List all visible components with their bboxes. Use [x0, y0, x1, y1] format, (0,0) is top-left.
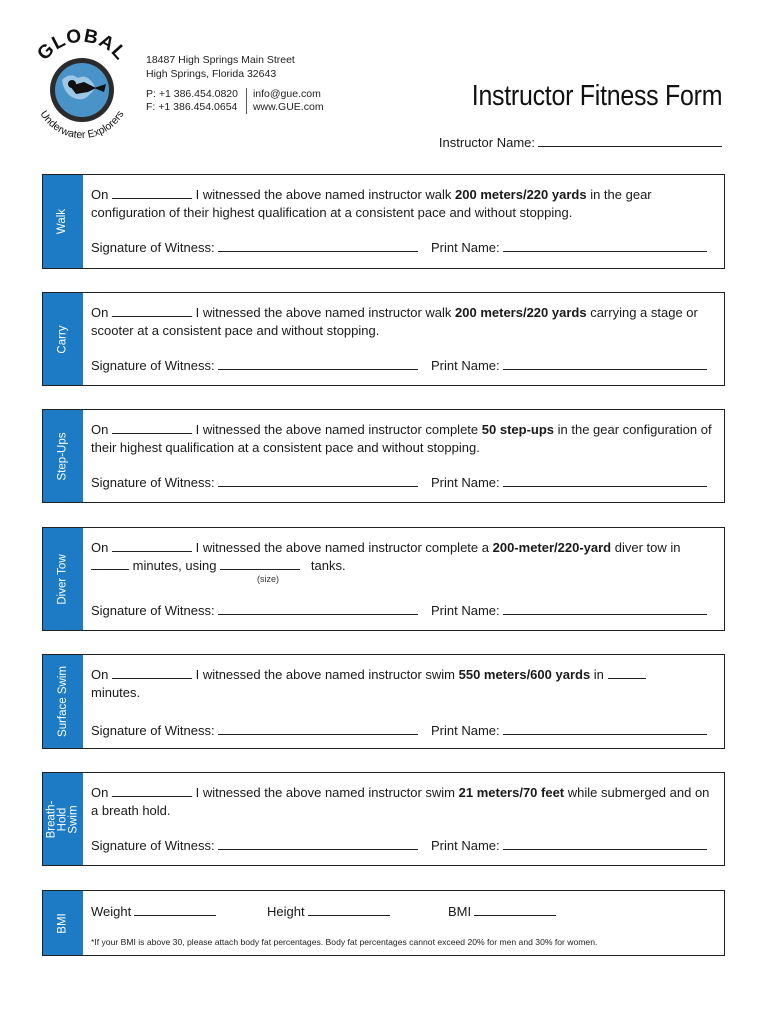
- tab-label-bmi: BMI: [56, 912, 69, 934]
- section-tab: [43, 773, 83, 865]
- address-block: [146, 53, 295, 81]
- section-tab: [43, 655, 83, 748]
- tank-size-blank[interactable]: [220, 557, 300, 570]
- section-diver-tow: [42, 527, 725, 631]
- print-name-blank[interactable]: [503, 474, 707, 487]
- weight-field[interactable]: Weight: [91, 903, 216, 919]
- signature-row: Signature of Witness: Print Name:: [91, 837, 714, 853]
- print-name-blank[interactable]: [503, 239, 707, 252]
- page-title: Instructor Fitness Form: [471, 80, 722, 112]
- section-text: On I witnessed the above named instructor complete a 200-meter/220-yard diver tow in minutes, using tanks.: [91, 540, 681, 573]
- print-name-blank[interactable]: [503, 602, 707, 615]
- print-name-blank[interactable]: [503, 837, 707, 850]
- gue-logo: [26, 28, 138, 144]
- section-tab: [43, 293, 83, 385]
- email: info@gue.com: [252, 88, 321, 100]
- height-blank[interactable]: [308, 903, 390, 916]
- instructor-name-label: Instructor Name:: [438, 135, 535, 150]
- bmi-note: *If your BMI is above 30, please attach body fat percentages. Body fat percentages cannot exceed 20% for men and 30% for women.: [91, 937, 598, 947]
- website: www.GUE.com: [252, 101, 324, 113]
- bmi-field[interactable]: BMI: [448, 903, 556, 919]
- section-surface-swim: [42, 654, 725, 749]
- address-line-2: High Springs, Florida 32643: [146, 68, 277, 80]
- minutes-blank[interactable]: [608, 666, 646, 679]
- weight-blank[interactable]: [134, 903, 216, 916]
- instructor-name-field[interactable]: [439, 135, 722, 150]
- instructor-name-line[interactable]: [538, 135, 722, 147]
- signature-blank[interactable]: [218, 722, 418, 735]
- address-line-1: 18487 High Springs Main Street: [146, 54, 295, 66]
- minutes-blank[interactable]: [91, 557, 129, 570]
- date-blank[interactable]: [112, 539, 192, 552]
- contact-block: [146, 88, 324, 114]
- section-carry: [42, 292, 725, 386]
- section-text: On I witnessed the above named instructor complete 50 step-ups in the gear configuration of their highest qualification at a consistent pace and without stopping.: [91, 422, 712, 455]
- tab-label-step-ups: Step-Ups: [56, 432, 69, 480]
- section-text: On I witnessed the above named instructor swim 21 meters/70 feet while submerged and on a breath hold.: [91, 785, 710, 818]
- size-note: (size): [257, 574, 279, 584]
- print-name-blank[interactable]: [503, 357, 707, 370]
- print-name-blank[interactable]: [503, 722, 707, 735]
- logo-bottom-text: Underwater Explorers: [37, 108, 127, 142]
- section-breath-hold-swim: [42, 772, 725, 866]
- section-bmi: [42, 890, 725, 956]
- phone: P: +1 386.454.0820: [146, 88, 238, 100]
- signature-blank[interactable]: [218, 239, 418, 252]
- signature-row: Signature of Witness: Print Name:: [91, 239, 714, 255]
- signature-blank[interactable]: [218, 602, 418, 615]
- section-text: On I witnessed the above named instructor walk 200 meters/220 yards in the gear configuration of their highest qualification at a consistent pace and without stopping.: [91, 187, 652, 220]
- section-tab: [43, 528, 83, 630]
- fax: F: +1 386.454.0654: [146, 101, 238, 113]
- section-tab: [43, 891, 83, 955]
- section-step-ups: [42, 409, 725, 503]
- height-field[interactable]: Height: [267, 903, 390, 919]
- date-blank[interactable]: [112, 186, 192, 199]
- date-blank[interactable]: [112, 421, 192, 434]
- section-walk: [42, 174, 725, 269]
- date-blank[interactable]: [112, 666, 192, 679]
- tab-label-diver-tow: Diver Tow: [56, 553, 69, 605]
- tab-label-carry: Carry: [56, 324, 69, 354]
- date-blank[interactable]: [112, 784, 192, 797]
- signature-blank[interactable]: [218, 474, 418, 487]
- signature-row: Signature of Witness: Print Name:: [91, 602, 714, 618]
- logo-top-text: GLOBAL: [33, 28, 131, 65]
- signature-blank[interactable]: [218, 837, 418, 850]
- section-text: On I witnessed the above named instructor walk 200 meters/220 yards carrying a stage or scooter at a consistent pace and without stopping.: [91, 305, 698, 338]
- signature-row: Signature of Witness: Print Name:: [91, 474, 714, 490]
- section-text: On I witnessed the above named instructor swim 550 meters/600 yards in minutes.: [91, 666, 716, 702]
- section-tab: [43, 410, 83, 502]
- contact-divider: [246, 88, 247, 114]
- date-blank[interactable]: [112, 304, 192, 317]
- tab-label-surface-swim: Surface Swim: [56, 666, 69, 737]
- signature-row: Signature of Witness: Print Name:: [91, 357, 714, 373]
- tab-label-walk: Walk: [56, 208, 69, 235]
- section-tab: [43, 175, 83, 268]
- signature-blank[interactable]: [218, 357, 418, 370]
- signature-row: Signature of Witness: Print Name:: [91, 722, 714, 738]
- tab-label-breath-hold-swim: Breath-Hold Swim: [45, 800, 80, 838]
- bmi-blank[interactable]: [474, 903, 556, 916]
